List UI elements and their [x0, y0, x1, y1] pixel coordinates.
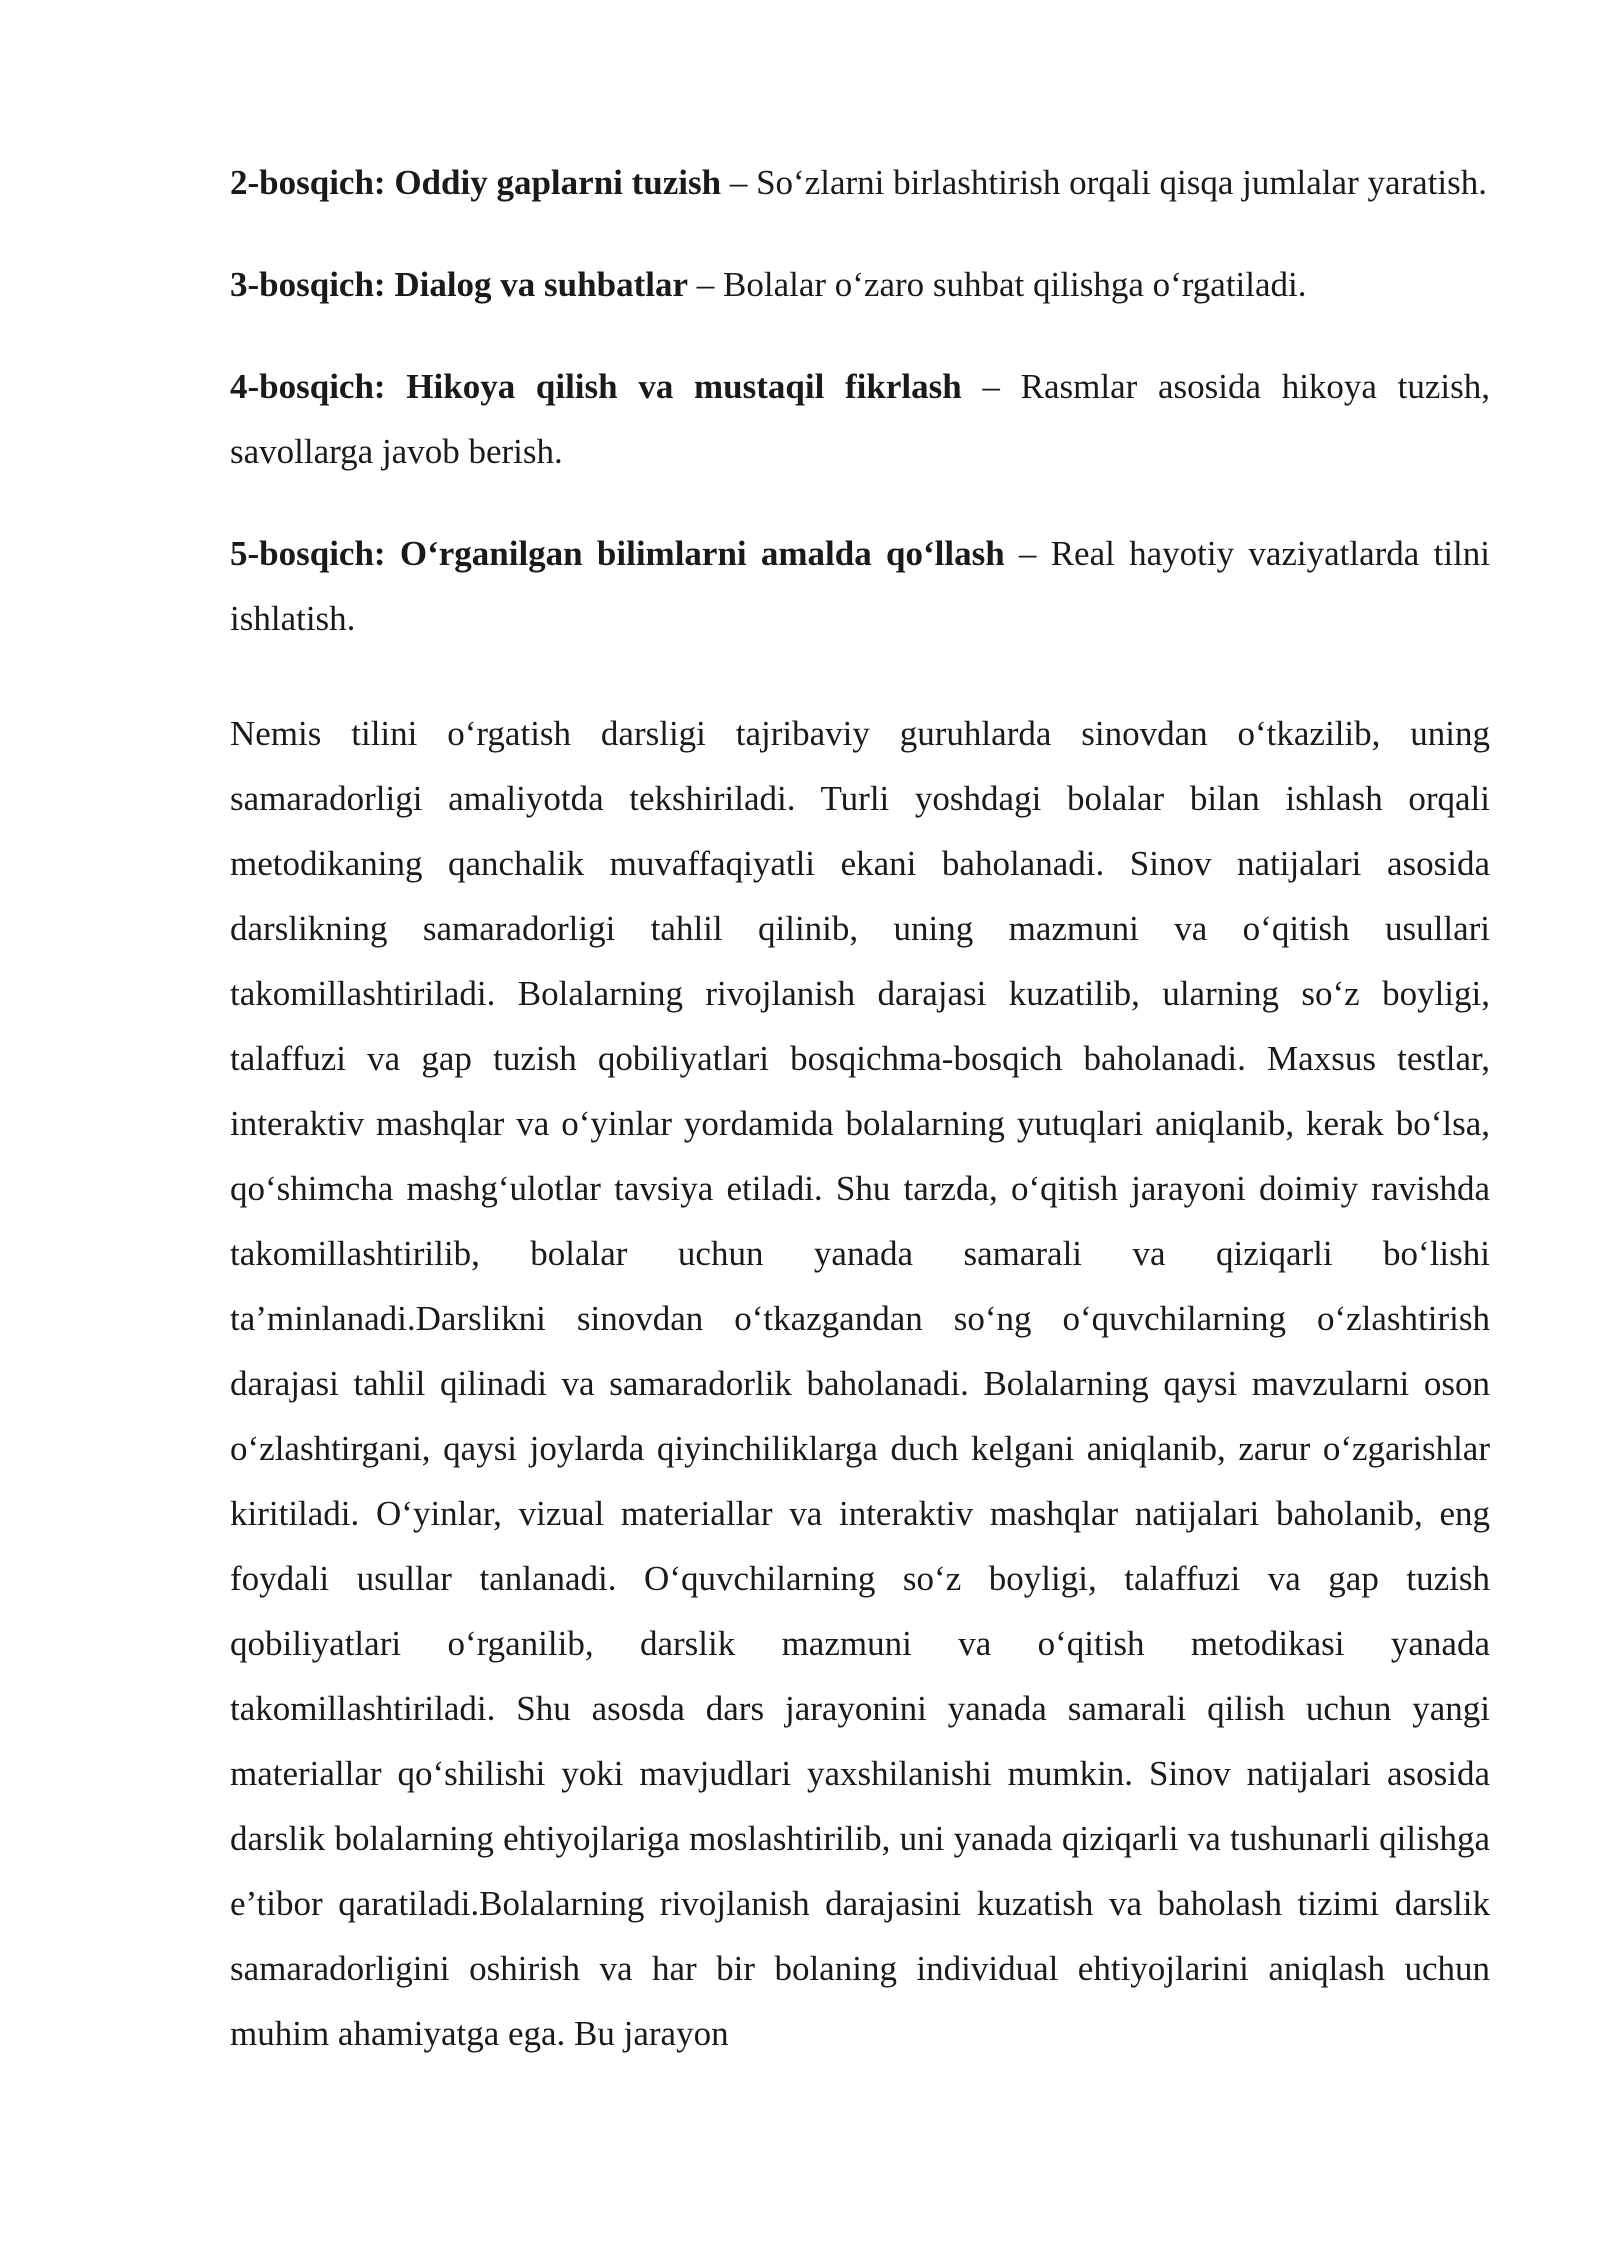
document-page: [230, 150, 1490, 2066]
stage-3-paragraph: [230, 252, 1490, 317]
body-paragraph: Nemis tilini o‘rgatish darsligi tajribaviy guruhlarda sinovdan o‘tkazilib, uning samaradorligi amaliyotda tekshiriladi. Turli yoshdagi bolalar bilan ishlash orqali metodikaning qanchalik muvaffaqiyatli ekani baholanadi. Sinov natijalari asosida darslikning samaradorligi tahlil qilinib, uning mazmuni va o‘qitish usullari takomillashtiriladi. Bolalarning rivojlanish darajasi kuzatilib, ularning so‘z boyligi, talaffuzi va gap tuzish qobiliyatlari bosqichma-bosqich baholanadi. Maxsus testlar, interaktiv mashqlar va o‘yinlar yordamida bolalarning yutuqlari aniqlanib, kerak bo‘lsa, qo‘shimcha mashg‘ulotlar tavsiya etiladi. Shu tarzda, o‘qitish jarayoni doimiy ravishda takomillashtirilib, bolalar uchun yanada samarali va qiziqarli bo‘lishi ta’minlanadi.Darslikni sinovdan o‘tkazgandan so‘ng o‘quvchilarning o‘zlashtirish darajasi tahlil qilinadi va samaradorlik baholanadi. Bolalarning qaysi mavzularni oson o‘zlashtirgani, qaysi joylarda qiyinchiliklarga duch kelgani aniqlanib, zarur o‘zgarishlar kiritiladi. O‘yinlar, vizual materiallar va interaktiv mashqlar natijalari baholanib, eng foydali usullar tanlanadi. O‘quvchilarning so‘z boyligi, talaffuzi va gap tuzish qobiliyatlari o‘rganilib, darslik mazmuni va o‘qitish metodikasi yanada takomillashtiriladi. Shu asosda dars jarayonini yanada samarali qilish uchun yangi materiallar qo‘shilishi yoki mavjudlari yaxshilanishi mumkin. Sinov natijalari asosida darslik bolalarning ehtiyojlariga moslashtirilib, uni yanada qiziqarli va tushunarli qilishga e’tibor qaratiladi.Bolalarning rivojlanish darajasini kuzatish va baholash tizimi darslik samaradorligini oshirish va har bir bolaning individual ehtiyojlarini aniqlash uchun muhim ahamiyatga ega. Bu jarayon: [230, 714, 1490, 2053]
stage-4-paragraph: [230, 354, 1490, 484]
stage-separator: –: [1004, 534, 1051, 573]
stage-4-description: Rasmlar asosida hikoya tuzish, savollarga javob berish.: [230, 367, 1491, 471]
stage-3-description: Bolalar o‘zaro suhbat qilishga o‘rgatiladi.: [723, 265, 1307, 304]
stage-5-description: Real hayotiy vaziyatlarda tilni ishlatish.: [230, 534, 1491, 638]
stage-5-paragraph: [230, 521, 1490, 651]
stage-5-title: 5-bosqich: O‘rganilgan bilimlarni amalda qo‘llash: [230, 534, 1005, 573]
stage-separator: –: [688, 265, 723, 304]
stage-separator: –: [961, 367, 1021, 406]
stage-2-paragraph: [230, 150, 1490, 215]
stage-2-description: So‘zlarni birlashtirish orqali qisqa jumlalar yaratish.: [756, 163, 1488, 202]
stage-4-title: 4-bosqich: Hikoya qilish va mustaqil fikrlash: [230, 367, 962, 406]
stage-separator: –: [721, 163, 757, 202]
stage-3-title: 3-bosqich: Dialog va suhbatlar: [230, 265, 688, 304]
stage-2-title: 2-bosqich: Oddiy gaplarni tuzish: [230, 163, 722, 202]
